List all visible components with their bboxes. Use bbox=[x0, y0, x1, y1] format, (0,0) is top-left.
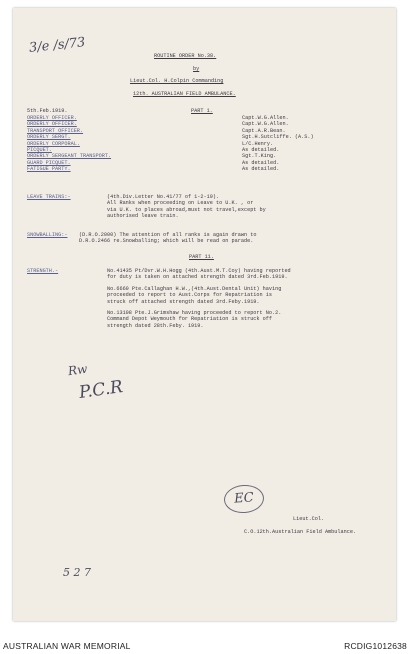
duty-role: PICQUET. bbox=[27, 146, 52, 153]
duty-roles bbox=[27, 115, 111, 173]
handwritten-annotation: Rw bbox=[67, 361, 89, 379]
duty-name: Capt.A.R.Bean. bbox=[242, 127, 286, 134]
signature-unit: C.O.12th.Australian Field Ambulance. bbox=[244, 529, 357, 535]
snowballing-heading: SNOWBALLING:- bbox=[27, 232, 68, 238]
order-date: 5th.Feb.1919. bbox=[27, 108, 68, 114]
strength-entry: No.41435 Pt/Dvr.W.H.Hogg (4th.Aust.M.T.Coy) having reported for duty is taken on attached strength dated 3rd.Feb.1919. bbox=[107, 268, 291, 281]
document-page bbox=[13, 8, 396, 621]
footer-institution: AUSTRALIAN WAR MEMORIAL bbox=[3, 641, 131, 651]
order-by: by bbox=[193, 66, 200, 72]
duty-role: ORDERLY OFFICER. bbox=[27, 121, 77, 128]
handwritten-reference: 3/e /s/73 bbox=[28, 35, 87, 56]
duty-name: Sgt.H.Sutcliffe. (A.S.) bbox=[242, 134, 314, 141]
duty-name: As detailed. bbox=[242, 146, 280, 153]
strength-entry: No.6660 Pte.Callaghan H.W.,(4th.Aust.Dental Unit) having proceeded to report to Aust.Corps for Repatriation is struck off attached strength dated 3rd.Feby.1919. bbox=[107, 286, 282, 305]
duty-name: L/C.Henry. bbox=[242, 140, 274, 147]
duty-role: ORDERLY SERGEANT TRANSPORT. bbox=[27, 153, 112, 160]
duty-role: ORDERLY SERGT. bbox=[27, 134, 71, 141]
leave-trains-heading: LEAVE TRAINS:- bbox=[27, 194, 71, 200]
strength-heading: STRENGTH.- bbox=[27, 268, 59, 274]
duty-name: Capt.W.G.Allen. bbox=[242, 115, 289, 121]
duty-name: As detailed. bbox=[242, 159, 280, 166]
duty-role: GUARD PICQUET. bbox=[27, 159, 71, 166]
order-title: ROUTINE ORDER No.38. bbox=[154, 53, 217, 59]
part-one-heading: PART 1. bbox=[191, 108, 213, 114]
leave-trains-text: (4th.Div.Letter No.41/77 of 1-2-19). All Ranks when proceeding on Leave to U.K. , or via U.K. to places abroad,must not travel,except by authorised leave train. bbox=[107, 194, 266, 220]
signature-rank: Lieut.Col. bbox=[293, 516, 325, 522]
part-two-heading: PART 11. bbox=[189, 254, 214, 260]
duty-name: As detailed. bbox=[242, 166, 280, 173]
snowballing-text: (D.R.O.2000) The attention of all ranks is again drawn to D.R.O.2466 re.Snowballing; which will be read on parade. bbox=[79, 232, 257, 245]
duty-name: Capt.W.G.Allen. bbox=[242, 121, 289, 128]
duty-role: ORDERLY OFFICER. bbox=[27, 115, 77, 121]
handwritten-annotation: P.C.R bbox=[77, 377, 125, 403]
duty-name: Sgt.T.King. bbox=[242, 153, 277, 160]
strength-entry: No.13108 Pte.J.Grimshaw having proceeded to report No.2. Command Depot Weymouth for Repatriation is struck off strength dated 28th.Feby. 1919. bbox=[107, 310, 282, 329]
footer-id: RCDIG1012638 bbox=[344, 641, 407, 651]
handwritten-page-number: 5 2 7 bbox=[63, 566, 91, 579]
duty-names bbox=[242, 115, 314, 173]
order-unit: 12th. AUSTRALIAN FIELD AMBULANCE. bbox=[133, 91, 236, 97]
duty-role: ORDERLY CORPORAL. bbox=[27, 140, 80, 147]
handwritten-initials: EC bbox=[223, 484, 265, 515]
order-commander: Lieut.Col. H.Colpin Commanding bbox=[130, 78, 224, 84]
duty-role: FATIGUE PARTY. bbox=[27, 166, 71, 173]
duty-role: TRANSPORT OFFICER. bbox=[27, 127, 84, 134]
